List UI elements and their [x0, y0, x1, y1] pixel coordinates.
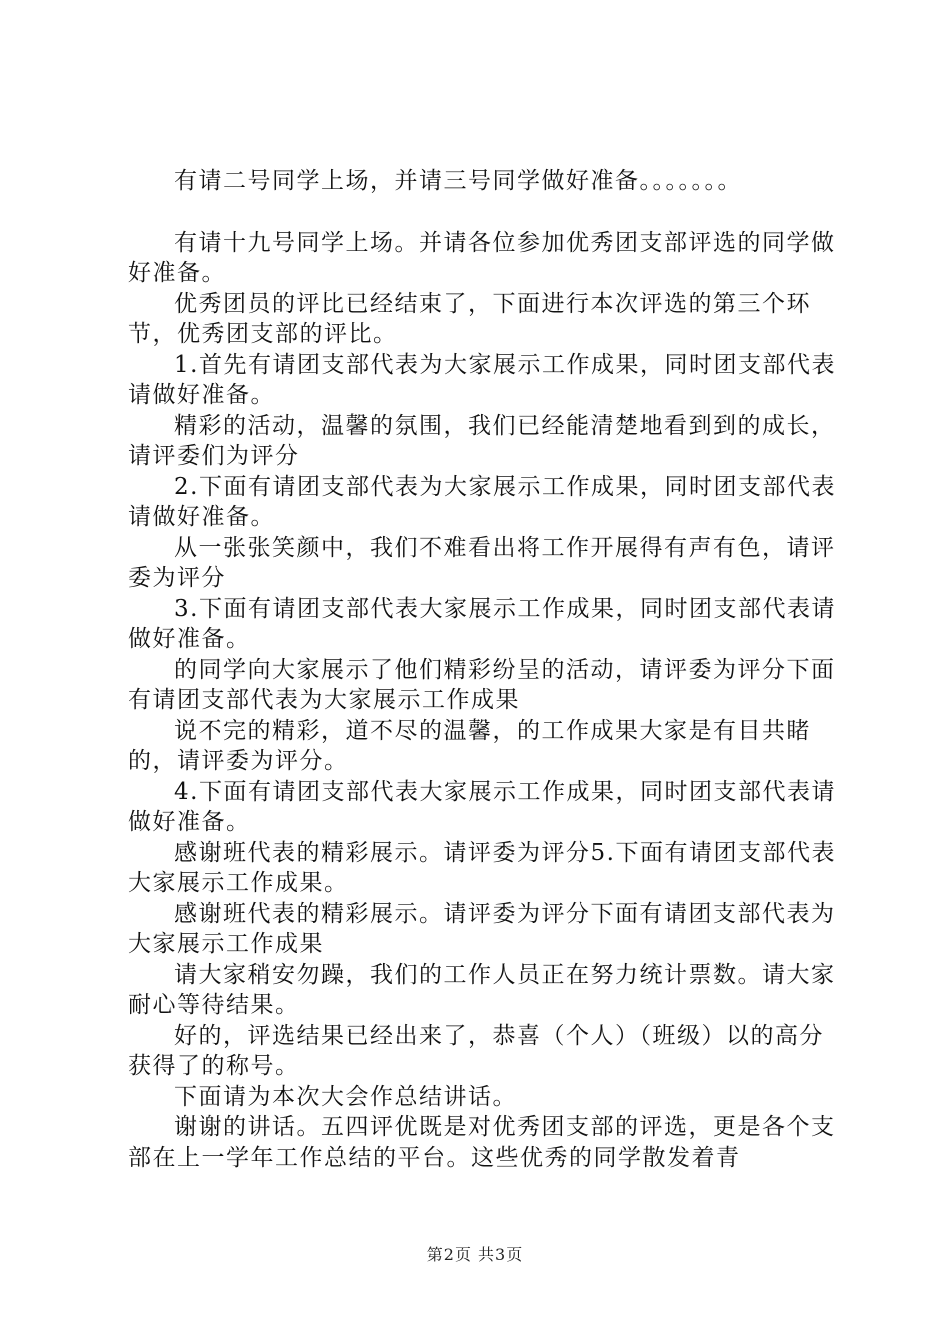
paragraph: 优秀团员的评比已经结束了，下面进行本次评选的第三个环节，优秀团支部的评比。 — [128, 290, 811, 347]
paragraph: 好的，评选结果已经出来了，恭喜（个人）（班级）以的高分获得了的称号。 — [128, 1022, 824, 1079]
paragraph: 从一张张笑颜中，我们不难看出将工作开展得有声有色，请评委为评分 — [128, 534, 836, 591]
page-number-label: 第2页 共3页 — [426, 1245, 524, 1264]
page-footer — [0, 1242, 950, 1265]
paragraph: 说不完的精彩，道不尽的温馨，的工作成果大家是有目共睹的，请评委为评分。 — [128, 717, 811, 774]
paragraph: 感谢班代表的精彩展示。请评委为评分5.下面有请团支部代表大家展示工作成果。 — [128, 839, 836, 896]
paragraph: 有请二号同学上场，并请三号同学做好准备。。。。。。。 — [174, 168, 742, 194]
paragraph: 的同学向大家展示了他们精彩纷呈的活动，请评委为评分下面有请团支部代表为大家展示工作成果 — [128, 656, 836, 713]
paragraph-gap — [128, 197, 838, 228]
paragraph: 请大家稍安勿躁，我们的工作人员正在努力统计票数。请大家耐心等待结果。 — [128, 961, 836, 1018]
paragraph: 谢谢的讲话。五四评优既是对优秀团支部的评选，更是各个支部在上一学年工作总结的平台。这些优秀的同学散发着青 — [128, 1114, 836, 1171]
paragraph: 感谢班代表的精彩展示。请评委为评分下面有请团支部代表为大家展示工作成果 — [128, 900, 836, 957]
paragraph: 3.下面有请团支部代表大家展示工作成果，同时团支部代表请做好准备。 — [128, 595, 836, 652]
paragraph: 有请十九号同学上场。并请各位参加优秀团支部评选的同学做好准备。 — [128, 229, 836, 286]
paragraph: 1.首先有请团支部代表为大家展示工作成果，同时团支部代表请做好准备。 — [128, 351, 836, 408]
paragraph: 2.下面有请团支部代表为大家展示工作成果，同时团支部代表请做好准备。 — [128, 473, 836, 530]
paragraph: 4.下面有请团支部代表大家展示工作成果，同时团支部代表请做好准备。 — [128, 778, 836, 835]
paragraph: 下面请为本次大会作总结讲话。 — [174, 1083, 517, 1110]
document-body — [128, 166, 838, 1173]
paragraph: 精彩的活动，温馨的氛围，我们已经能清楚地看到到的成长，请评委们为评分 — [128, 412, 836, 469]
